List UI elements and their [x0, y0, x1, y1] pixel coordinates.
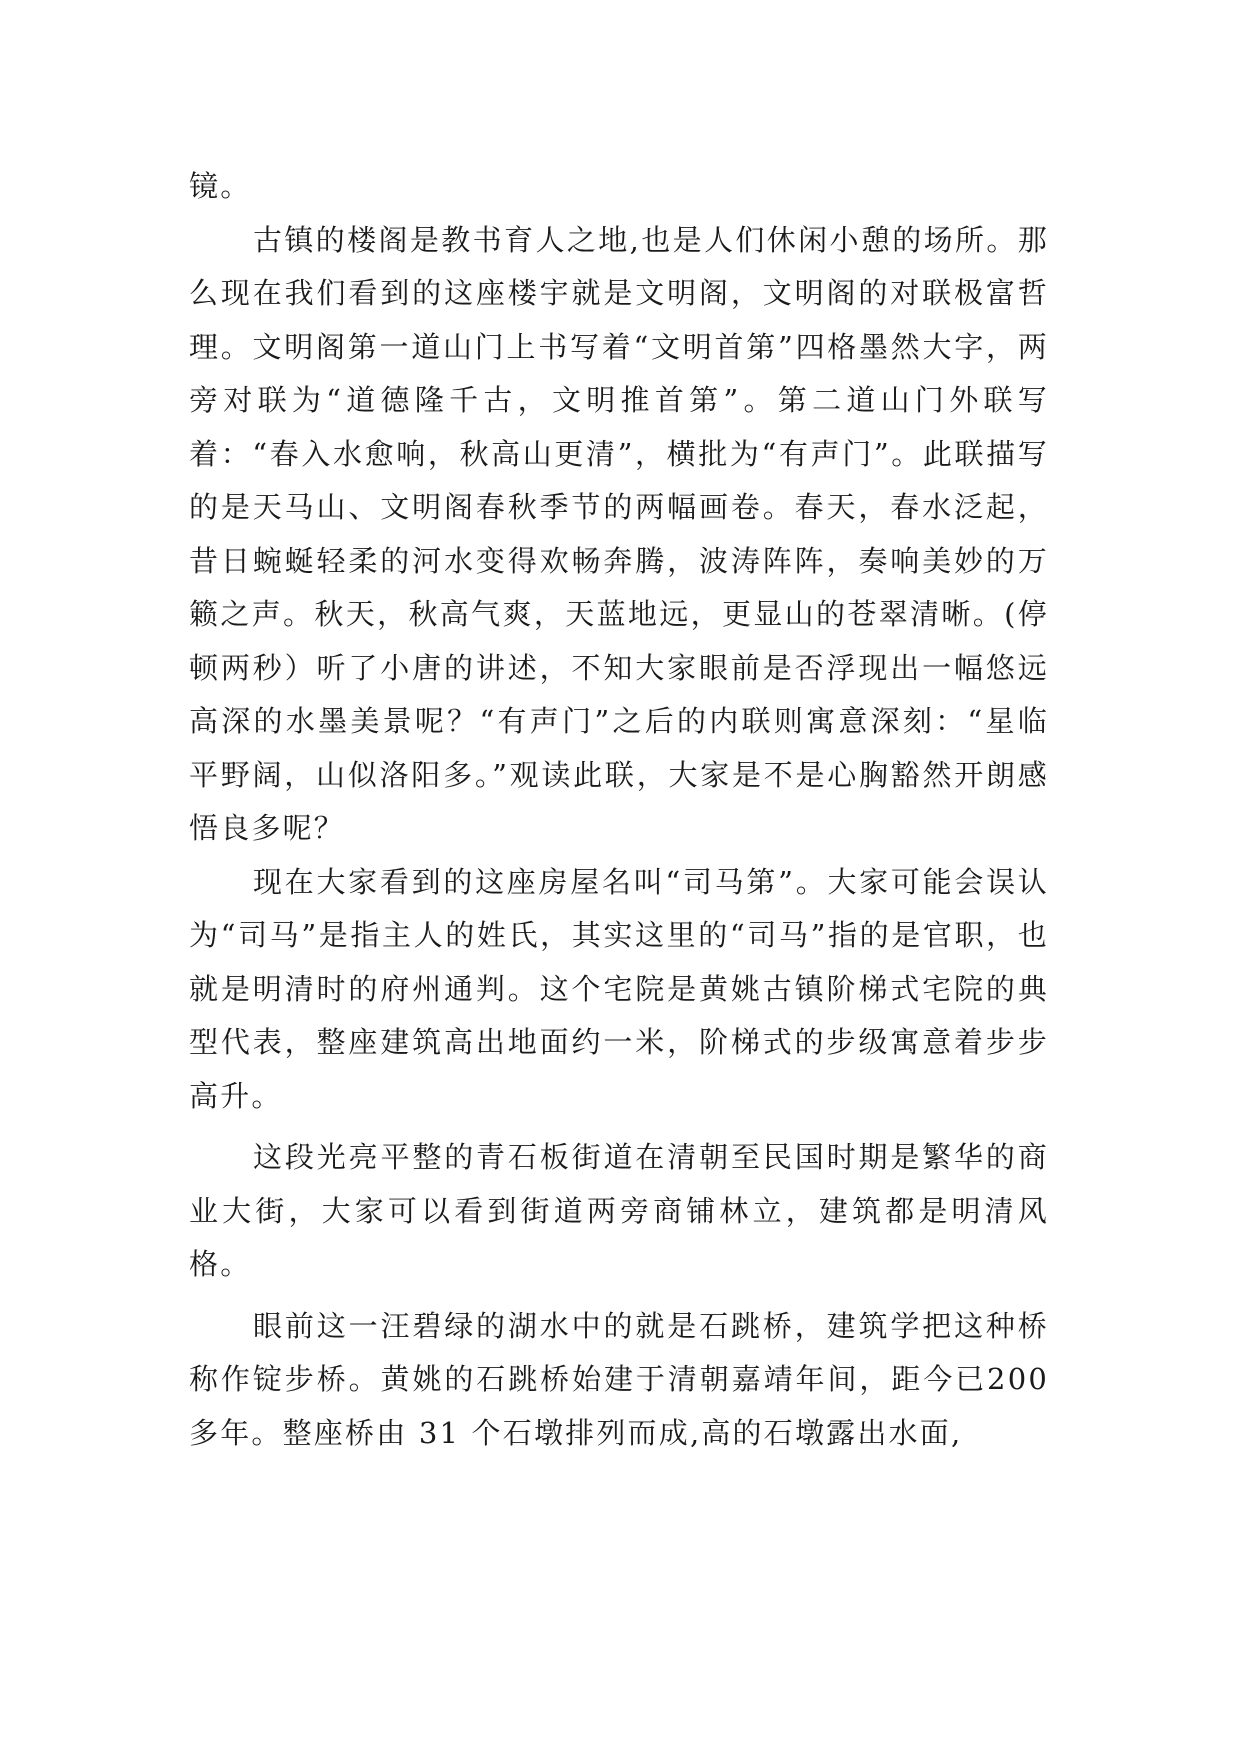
paragraph-gap — [189, 1123, 1049, 1131]
paragraph-sima-residence: 现在大家看到的这座房屋名叫“司马第”。大家可能会误认为“司马”是指主人的姓氏，其实这里的“司马”指的是官职，也就是明清时的府州通判。这个宅院是黄姚古镇阶梯式宅院的典型代表，整座建筑高出地面约一米，阶梯式的步级寓意着步步高升。 — [189, 864, 1049, 1113]
paragraph-continuation: 镜。 — [189, 169, 252, 203]
document-body — [189, 160, 1049, 1460]
paragraph-gap — [189, 1292, 1049, 1300]
paragraph-stone-street: 这段光亮平整的青石板街道在清朝至民国时期是繁华的商业大街，大家可以看到街道两旁商铺林立，建筑都是明清风格。 — [189, 1140, 1049, 1281]
paragraph-stepping-stone-bridge: 眼前这一汪碧绿的湖水中的就是石跳桥，建筑学把这种桥称作锭步桥。黄姚的石跳桥始建于清朝嘉靖年间，距今已200 多年。整座桥由 31 个石墩排列而成,高的石墩露出水面, — [189, 1308, 1049, 1450]
paragraph-wenming-pavilion: 古镇的楼阁是教书育人之地,也是人们休闲小憩的场所。那么现在我们看到的这座楼宇就是文明阁，文明阁的对联极富哲理。文明阁第一道山门上书写着“文明首第”四格墨然大字，两旁对联为“道德隆千古，文明推首第”。第二道山门外联写着：“春入水愈响，秋高山更清”，横批为“有声门”。此联描写的是天马山、文明阁春秋季节的两幅画卷。春天，春水泛起，昔日蜿蜒轻柔的河水变得欢畅奔腾，波涛阵阵，奏响美妙的万籁之声。秋天，秋高气爽，天蓝地远，更显山的苍翠清晰。(停顿两秒）听了小唐的讲述，不知大家眼前是否浮现出一幅悠远高深的水墨美景呢？“有声门”之后的内联则寓意深刻：“星临平野阔，山似洛阳多。”观读此联，大家是不是心胸豁然开朗感悟良多呢？ — [189, 222, 1049, 845]
